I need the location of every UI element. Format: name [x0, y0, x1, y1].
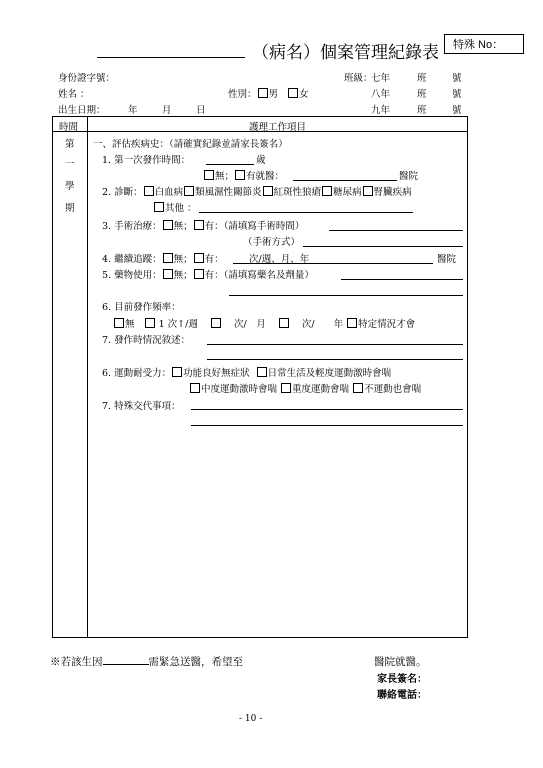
q5-medication-input[interactable]: [341, 279, 463, 280]
q1-none-label: 無；: [215, 171, 235, 182]
emergency-note-suffix: 醫院就醫。: [374, 656, 427, 668]
q2-option-1-label: 白血病: [154, 187, 184, 198]
q8-option-1-label: 功能良好無症狀: [183, 368, 250, 379]
q5-yes-checkbox[interactable]: [194, 269, 204, 279]
q2-option-3-label: 紅斑性狼瘡: [273, 187, 322, 198]
q1-label: 1. 第一次發作時間：: [102, 155, 191, 166]
q2-option-2-checkbox[interactable]: [184, 186, 194, 196]
emergency-note-middle: 需緊急送醫，希望至: [148, 656, 243, 668]
q4-yes-checkbox[interactable]: [194, 253, 204, 263]
q1-age-unit: 歲: [256, 155, 266, 166]
q6-none-checkbox[interactable]: [114, 318, 124, 328]
q6-frequency-options: [113, 316, 415, 330]
q2-option-4-label: 糖尿病: [333, 187, 362, 198]
birth-date-label: 出生日期：: [58, 105, 106, 116]
emergency-reason-input[interactable]: [103, 655, 149, 665]
q8-option-3-checkbox[interactable]: [190, 383, 200, 393]
q9-input-2[interactable]: [191, 425, 463, 426]
page-number: - 10 -: [239, 714, 263, 724]
q8-options-row2: [189, 381, 421, 395]
q8-option-4-checkbox[interactable]: [281, 383, 291, 393]
q8-option-1-checkbox[interactable]: [172, 367, 182, 377]
seat-number-7: 號: [452, 73, 462, 84]
q4-label: 4. 繼續追蹤：: [102, 254, 162, 265]
items-column-header: 護理工作項目: [249, 122, 307, 133]
q3-method-input[interactable]: [303, 246, 463, 247]
q3-yes-label: 有：（請填寫手術時間）: [204, 221, 305, 232]
q8-label: 6. 運動耐受力：: [102, 368, 172, 379]
semester-char-4: 期: [65, 203, 75, 214]
male-checkbox[interactable]: [258, 88, 268, 98]
q5-none-label: 無；: [173, 270, 193, 281]
parent-signature-label: 家長簽名：: [377, 674, 427, 685]
q1-hospital-input[interactable]: [293, 180, 397, 181]
q1-options: [203, 168, 284, 182]
time-column-header: 時間: [59, 122, 79, 133]
q2-label: 2. 診斷：: [102, 187, 143, 198]
name-label: 姓名 ：: [58, 89, 90, 100]
q8-option-2-checkbox[interactable]: [257, 367, 267, 377]
q2-option-1-checkbox[interactable]: [144, 186, 154, 196]
q2-option-3-checkbox[interactable]: [263, 186, 273, 196]
q4-none-checkbox[interactable]: [163, 253, 173, 263]
q1-seen-label: 有就醫：: [246, 171, 285, 182]
semester-char-1: 第: [65, 139, 75, 150]
q2-other-checkbox[interactable]: [154, 202, 164, 212]
q6-weekly-checkbox[interactable]: [145, 318, 155, 328]
q5-medication: [102, 267, 314, 281]
q6-none-label: 無: [125, 319, 135, 330]
q3-method-label: （手術方式）: [243, 237, 301, 248]
q6-label: 6. 目前發作頻率：: [102, 302, 181, 313]
class-label: 班級：: [344, 73, 373, 84]
q6-special-checkbox[interactable]: [347, 318, 357, 328]
female-label: 女: [299, 89, 309, 100]
special-number-label: 特殊 No：: [453, 39, 504, 51]
q6-year-label: 次/ 年: [301, 319, 344, 330]
nursing-record-table: [52, 116, 468, 638]
emergency-note: [50, 654, 243, 669]
gender-label: 性別：: [228, 89, 257, 100]
q3-none-checkbox[interactable]: [163, 220, 173, 230]
emergency-note-prefix: ※若該生因: [50, 656, 103, 668]
q6-month-checkbox[interactable]: [211, 318, 221, 328]
q8-option-5-checkbox[interactable]: [353, 383, 363, 393]
q2-option-5-label: 腎臟疾病: [373, 187, 412, 198]
q7a-input-2[interactable]: [207, 359, 463, 360]
q1-hospital-suffix: 醫院: [399, 171, 419, 182]
seat-number-8: 號: [452, 89, 462, 100]
q8-option-3-label: 中度運動激時會喘: [201, 384, 278, 395]
birth-day: 日: [196, 105, 206, 116]
q2-diagnosis: [102, 184, 412, 198]
history-heading: 一、評估疾病史：（請確實紀錄並請家長簽名）: [93, 139, 288, 150]
grade-7: 七年: [371, 73, 391, 84]
q6-special-label: 特定情況才會: [358, 319, 416, 330]
gender-field: [228, 86, 309, 100]
q2-other-label: 其他 ：: [165, 203, 197, 214]
contact-phone-label: 聯絡電話：: [377, 690, 427, 701]
q4-frequency-label: 次/週、月、年: [249, 254, 310, 265]
grade-9: 九年: [371, 105, 391, 116]
q3-time-input[interactable]: [329, 230, 463, 231]
q1-none-checkbox[interactable]: [204, 170, 214, 180]
q4-follow-up: [102, 251, 224, 265]
q5-yes-label: 有：（請填寫藥名及劑量）: [204, 270, 314, 281]
disease-name-blank[interactable]: [97, 57, 245, 58]
class-ban-9: 班: [417, 105, 427, 116]
q8-exercise: [102, 365, 391, 379]
q6-year-checkbox[interactable]: [279, 318, 289, 328]
q3-surgery: [102, 218, 304, 232]
q8-option-4-label: 重度運動會喘: [292, 384, 350, 395]
semester-char-3: 學: [65, 181, 75, 192]
female-checkbox[interactable]: [288, 88, 298, 98]
q8-option-2-label: 日常生活及輕度運動激時會喘: [267, 368, 392, 379]
birth-month: 月: [162, 105, 172, 116]
class-ban-8: 班: [417, 89, 427, 100]
q3-label: 3. 手術治療：: [102, 221, 162, 232]
birth-year: 年: [128, 105, 138, 116]
q2-option-2-label: 類風濕性關節炎: [195, 187, 262, 198]
q2-option-4-checkbox[interactable]: [322, 186, 332, 196]
seat-number-9: 號: [452, 105, 462, 116]
q9-input[interactable]: [191, 409, 463, 410]
q3-yes-checkbox[interactable]: [194, 220, 204, 230]
class-ban-7: 班: [417, 73, 427, 84]
q2-option-5-checkbox[interactable]: [363, 186, 373, 196]
q4-none-label: 無；: [173, 254, 193, 265]
table-column-divider: [87, 117, 88, 637]
q1-age-input[interactable]: [206, 164, 254, 165]
q7a-label: 7. 發作時情況敘述：: [102, 335, 191, 346]
special-number-box[interactable]: [444, 34, 524, 54]
q9-label: 7. 特殊交代事項：: [102, 401, 181, 412]
q8-option-5-label: 不運動也會喘: [364, 384, 422, 395]
q6-weekly-label: 1 次↑/週: [158, 319, 198, 330]
q2-other-input[interactable]: [199, 212, 413, 213]
grade-8: 八年: [371, 89, 391, 100]
q5-label: 5. 藥物使用：: [102, 270, 162, 281]
q5-medication-input-2[interactable]: [229, 295, 463, 296]
q1-seen-checkbox[interactable]: [235, 170, 245, 180]
id-number-label: 身份證字號：: [58, 73, 116, 84]
q6-month-label: 次/ 月: [234, 319, 266, 330]
semester-char-2: 一: [65, 159, 75, 170]
form-title: （病名）個案管理紀錄表: [252, 43, 439, 63]
q2-other: [153, 200, 197, 214]
q4-yes-label: 有：: [204, 254, 224, 265]
male-label: 男: [268, 89, 279, 100]
q4-hospital-suffix: 醫院: [437, 254, 457, 265]
q7a-input[interactable]: [207, 344, 463, 345]
q3-none-label: 無；: [173, 221, 193, 232]
q5-none-checkbox[interactable]: [163, 269, 173, 279]
